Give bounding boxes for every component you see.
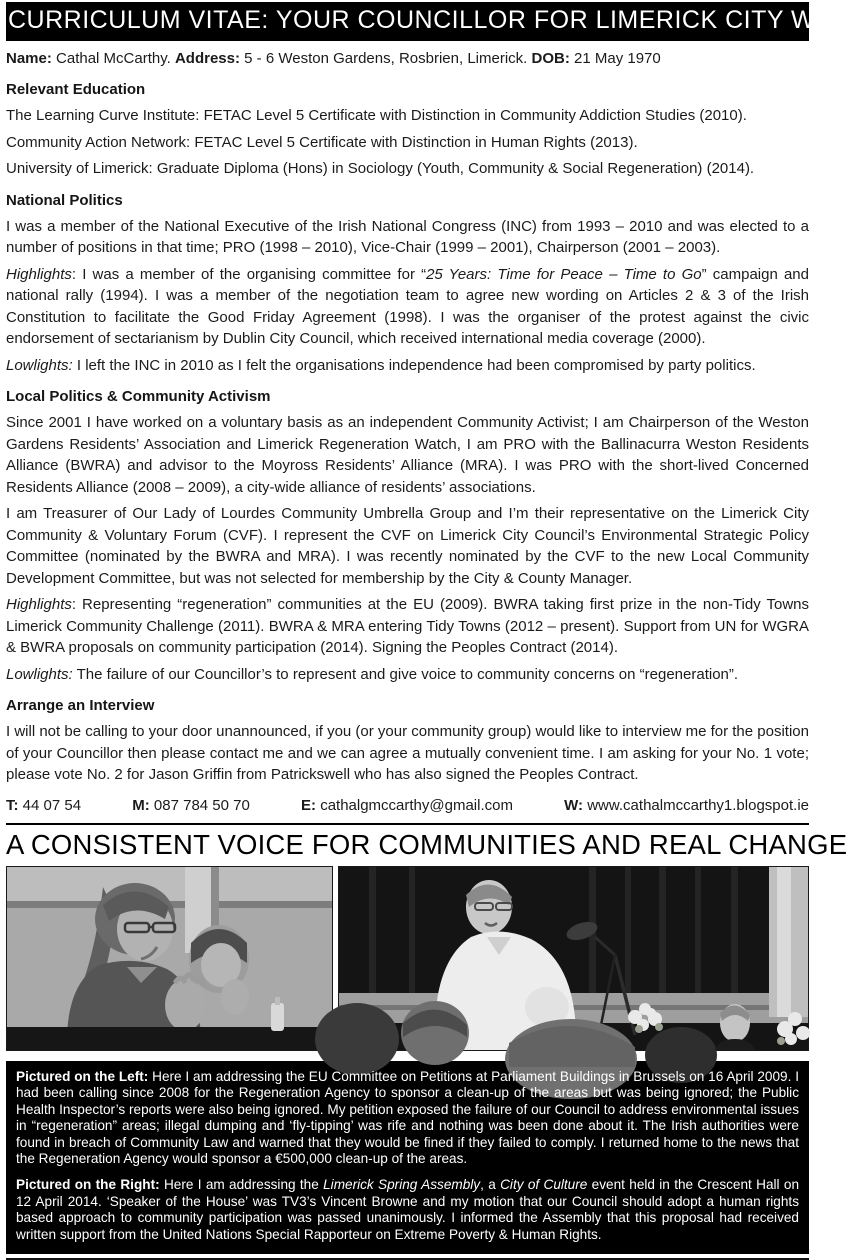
caption-right-photo: Pictured on the Right: Here I am addressing the Limerick Spring Assembly, a City of Culture event held in the Crescent Hall on 12 April 2014. ‘Speaker of the House’ was TV3’s Vincent Browne and my motion that our Council should adopt a human rights based approach to community participation was passed unanimously. I informed the Assembly that this proposal had received written support from the United Nations Special Rapporteur on Extreme Poverty & Human Rights. bbox=[16, 1177, 800, 1242]
phone-value: 44 07 54 bbox=[22, 796, 82, 814]
page-title: CURRICULUM VITAE: YOUR COUNCILLOR FOR LIMERICK CITY WEST bbox=[8, 6, 865, 34]
photo-captions-box bbox=[6, 1061, 809, 1255]
national-lowlights-paragraph: Lowlights: I left the INC in 2010 as I felt the organisations independence had been compromised by party politics. bbox=[6, 356, 756, 374]
campaign-slogan: A CONSISTENT VOICE FOR COMMUNITIES AND REAL CHANGE bbox=[6, 828, 848, 860]
local-highlights-paragraph: Highlights: Representing “regeneration” communities at the EU (2009). BWRA taking first prize in the non-Tidy Towns Limerick Community Challenge (2011). BWRA & MRA entering Tidy Towns (2012 – present). Support from UN for WGRA & BWRA proposals on community participation (2014). Signing the Peoples Contract (2014). bbox=[6, 596, 809, 656]
header-bar bbox=[6, 2, 865, 41]
national-politics-paragraph: I was a member of the National Executive of the Irish National Congress (INC) from 1993 – 2010 and was elected to a number of positions in that time; PRO (1998 – 2010), Vice-Chair (1999 – 2001), Chairperson (2001 – 2003). bbox=[6, 217, 809, 256]
left-photo bbox=[6, 866, 333, 1051]
email-label: E: bbox=[301, 796, 317, 814]
contact-phone bbox=[6, 795, 81, 816]
national-highlights-paragraph: Highlights: I was a member of the organising committee for “25 Years: Time for Peace – Time to Go” campaign and national rally (1994). I was a member of the negotiation team to agree new wording on Articles 2 & 3 of the Irish Constitution to facilitate the Good Friday Agreement (1998). I was the organiser of the protest against the civic endorsement of sectarianism by Dublin City Council, which received international media coverage (2000). bbox=[6, 265, 809, 347]
section-heading-national-politics: National Politics bbox=[6, 191, 123, 209]
left-photo-illustration bbox=[7, 867, 332, 1050]
right-photo bbox=[338, 866, 809, 1051]
contact-mobile bbox=[132, 795, 250, 816]
caption-left-photo: Pictured on the Left: Here I am addressing the EU Committee on Petitions at Parliament Buildings in Brussels on 16 April 2009. I had been calling since 2008 for the Regeneration Agency to sponsor a clean-up of the areas but was being ignored; the Public Health Inspector’s reports were also being ignored. My petition exposed the failure of our Council to address environmental issues in “regeneration” areas; illegal dumping and ‘fly-tipping’ was rife and nothing was been done about it. The Irish authorities were found in breach of Community Law and warned that they would be fined if they failed to comply. I returned home to the news that the Regeneration Agency would sponsor a €500,000 clean-up of the areas. bbox=[16, 1068, 799, 1167]
contact-website bbox=[564, 795, 809, 816]
mobile-label: M: bbox=[132, 796, 150, 814]
local-politics-paragraph-1: Since 2001 I have worked on a voluntary basis as an independent Community Activist; I am Chairperson of the Weston Gardens Residents’ Association and Limerick Regeneration Watch, I am PRO with the Ballinacurra Weston Residents Alliance (BWRA) and advisor to the Moyross Residents’ Alliance (MRA). I was PRO with the short-lived Concerned Residents Alliance (2008 – 2009), a city-wide alliance of residents’ associations. bbox=[6, 414, 809, 496]
section-heading-education: Relevant Education bbox=[6, 81, 146, 98]
contact-email bbox=[301, 795, 513, 816]
section-heading-local-politics: Local Politics & Community Activism bbox=[6, 388, 271, 405]
education-item: Community Action Network: FETAC Level 5 Certificate with Distinction in Human Rights (2013). bbox=[6, 133, 638, 151]
interview-paragraph: I will not be calling to your door unannounced, if you (or your community group) would like to interview me for the position of your Councillor then please contact me and we can agree a mutually convenient time. I am asking for your No. 1 vote; please vote No. 2 for Jason Griffin from Patrickswell who has also signed the Peoples Contract. bbox=[6, 723, 809, 783]
personal-info-line: Name: Cathal McCarthy. Address: 5 - 6 Weston Gardens, Rosbrien, Limerick. DOB: 21 May 1970 bbox=[6, 50, 661, 67]
website-label: W: bbox=[564, 796, 584, 814]
email-value: cathalgmccarthy@gmail.com bbox=[320, 796, 513, 814]
mobile-value: 087 784 50 70 bbox=[153, 796, 250, 814]
section-heading-interview: Arrange an Interview bbox=[6, 697, 155, 714]
website-value: www.cathalmccarthy1.blogspot.ie bbox=[587, 796, 809, 814]
divider-line bbox=[6, 823, 809, 825]
contact-row bbox=[6, 795, 809, 816]
local-politics-paragraph-2: I am Treasurer of Our Lady of Lourdes Community Umbrella Group and I’m their representative on the Limerick City Community & Voluntary Forum (CVF). I represent the CVF on Limerick City Council’s Environmental Strategic Policy Committee (nominated by the BWRA and MRA). I was recently nominated by the CVF to the new Local Community Development Committee, but was not selected for membership by the City & County Manager. bbox=[6, 505, 809, 587]
right-photo-illustration bbox=[339, 867, 808, 1050]
photos-row bbox=[6, 866, 809, 1051]
education-item: The Learning Curve Institute: FETAC Level 5 Certificate with Distinction in Community Addiction Studies (2010). bbox=[6, 107, 747, 124]
education-item: University of Limerick: Graduate Diploma (Hons) in Sociology (Youth, Community & Social Regeneration) (2014). bbox=[6, 160, 755, 177]
local-lowlights-paragraph: Lowlights: The failure of our Councillor’s to represent and give voice to community concerns on “regeneration”. bbox=[6, 665, 739, 683]
phone-label: T: bbox=[6, 796, 19, 814]
